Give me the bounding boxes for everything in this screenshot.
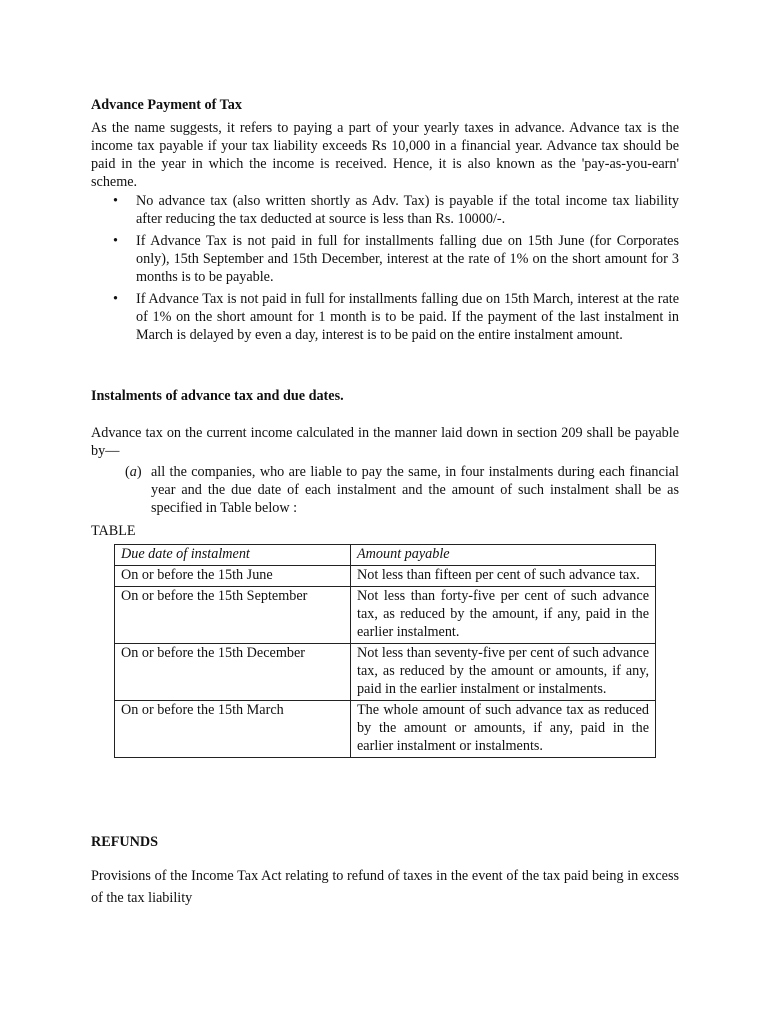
bullet-item [91, 232, 679, 286]
instalments-paragraph: Advance tax on the current income calculated in the manner laid down in section 209 shall be payable by— [91, 425, 679, 459]
section-title-refunds: REFUNDS [91, 834, 159, 850]
cell-amount: Not less than seventy-five per cent of such advance tax, as reduced by the amount or amounts, if any, paid in the earlier instalment or instalments. [351, 644, 656, 701]
section-title-advance-payment: Advance Payment of Tax [91, 97, 242, 113]
cell-due-date: On or before the 15th March [115, 701, 351, 758]
cell-due-date: On or before the 15th December [115, 644, 351, 701]
cell-due-date: On or before the 15th September [115, 587, 351, 644]
bullet-icon: • [113, 233, 118, 249]
advance-tax-bullet-list [91, 192, 679, 348]
refunds-paragraph: Provisions of the Income Tax Act relating to refund of taxes in the event of the tax paid being in excess of the tax liability [91, 868, 679, 906]
section-title-instalments: Instalments of advance tax and due dates. [91, 388, 344, 404]
bullet-text: If Advance Tax is not paid in full for installments falling due on 15th March, interest at the rate of 1% on the short amount for 1 month is to be paid. If the payment of the last instalment in March is delayed by even a day, interest is to be paid on the entire instalment amount. [136, 291, 679, 343]
header-due-date: Due date of instalment [115, 545, 351, 566]
table-header-row [115, 545, 656, 566]
header-amount-payable: Amount payable [351, 545, 656, 566]
bullet-text: No advance tax (also written shortly as Adv. Tax) is payable if the total income tax liability after reducing the tax deducted at source is less than Rs. 10000/-. [136, 193, 679, 227]
cell-amount: The whole amount of such advance tax as reduced by the amount or amounts, if any, paid in the earlier instalment or instalments. [351, 701, 656, 758]
cell-due-date: On or before the 15th June [115, 566, 351, 587]
bullet-text: If Advance Tax is not paid in full for installments falling due on 15th June (for Corporates only), 15th September and 15th December, interest at the rate of 1% on the short amount for 3 months is to be payable. [136, 233, 679, 285]
sub-item-text: all the companies, who are liable to pay the same, in four instalments during each financial year and the due date of each instalment and the amount of such instalment shall be as specified in Table below : [151, 464, 679, 516]
sub-item-a [127, 463, 679, 517]
bullet-item [91, 290, 679, 344]
table-label: TABLE [91, 523, 136, 539]
table-row [115, 701, 656, 758]
cell-amount: Not less than fifteen per cent of such advance tax. [351, 566, 656, 587]
instalment-table [114, 544, 656, 758]
table-row [115, 566, 656, 587]
bullet-icon: • [113, 291, 118, 307]
cell-amount: Not less than forty-five per cent of such advance tax, as reduced by the amount, if any, paid in the earlier instalment. [351, 587, 656, 644]
bullet-item [91, 192, 679, 228]
table-row [115, 644, 656, 701]
bullet-icon: • [113, 193, 118, 209]
sub-item-marker: (a) [125, 464, 142, 480]
table-row [115, 587, 656, 644]
intro-paragraph: As the name suggests, it refers to paying a part of your yearly taxes in advance. Advance tax is the income tax payable if your tax liability exceeds Rs 10,000 in a financial year. Advance tax should be paid in the year in which the income is received. Hence, it is also known as the 'pay-as-you-earn' scheme. [91, 120, 679, 190]
